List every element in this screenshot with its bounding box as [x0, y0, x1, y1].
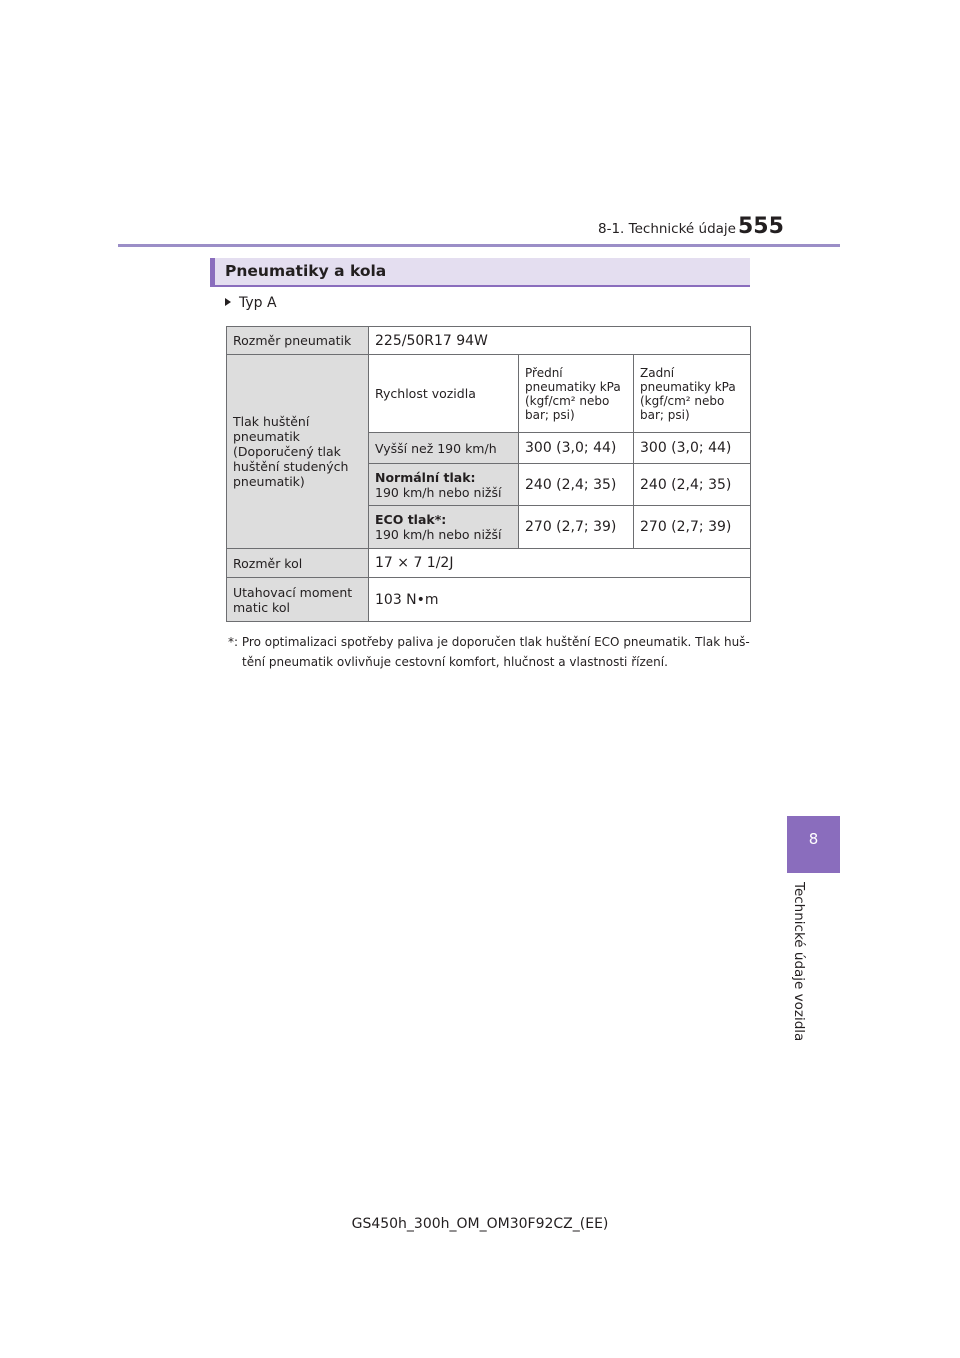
pressure-mode-label: Normální tlak:: [375, 469, 476, 485]
chapter-tab: [787, 816, 840, 873]
torque-label: Utahovací moment matic kol: [227, 578, 369, 622]
front-tires-header: Přední pneumatiky kPa (kgf/cm² nebo bar; psi): [519, 355, 634, 433]
variant-label: [225, 295, 277, 311]
footnote-line-1: [228, 632, 758, 652]
tire-size-value: 225/50R17 94W: [369, 327, 751, 355]
speed-text: 190 km/h nebo nižší: [375, 484, 502, 500]
rear-tires-header: Zadní pneumatiky kPa (kgf/cm² nebo bar; psi): [634, 355, 751, 433]
page-number: 555: [738, 214, 784, 239]
front-pressure-cell: 240 (2,4; 35): [519, 464, 634, 506]
table-row: [227, 327, 751, 355]
variant-text: Typ A: [239, 295, 277, 311]
pressure-label: Tlak huštění pneumatik (Doporučený tlak huštění studených pneumatik): [227, 355, 369, 549]
document-code: GS450h_300h_OM_OM30F92CZ_(EE): [351, 1216, 609, 1232]
rear-pressure-cell: 240 (2,4; 35): [634, 464, 751, 506]
pressure-mode-label: ECO tlak*:: [375, 512, 447, 527]
front-pressure-cell: 270 (2,7; 39): [519, 506, 634, 549]
front-pressure-cell: 300 (3,0; 44): [519, 433, 634, 464]
section-header: [210, 258, 750, 286]
speed-header: Rychlost vozidla: [369, 355, 519, 433]
footnote-line-2: tění pneumatik ovlivňuje cestovní komfort, hlučnost a vlastnosti řízení.: [242, 655, 668, 669]
arrow-right-icon: [225, 298, 231, 306]
table-row: [227, 549, 751, 578]
header-rule: [118, 244, 840, 247]
footnote: [228, 632, 758, 672]
chapter-number: 8: [808, 830, 819, 848]
table-row: [227, 355, 751, 433]
speed-text: 190 km/h nebo nižší: [375, 527, 502, 542]
speed-cell: [369, 464, 519, 506]
section-header-underline: [210, 285, 750, 287]
speed-cell: Vyšší než 190 km/h: [369, 433, 519, 464]
tire-size-label: Rozměr pneumatik: [227, 327, 369, 355]
running-header: 8-1. Technické údaje: [598, 221, 736, 237]
rear-pressure-cell: 270 (2,7; 39): [634, 506, 751, 549]
rear-pressure-cell: 300 (3,0; 44): [634, 433, 751, 464]
footnote-text-1: Pro optimalizaci spotřeby paliva je doporučen tlak huštění ECO pneumatik. Tlak huš-: [241, 635, 750, 649]
chapter-side-label: Technické údaje vozidla: [791, 882, 807, 1042]
footnote-marker: *:: [228, 635, 239, 649]
speed-cell: [369, 506, 519, 549]
torque-value: 103 N•m: [369, 578, 751, 622]
table-row: [227, 578, 751, 622]
section-title: Pneumatiky a kola: [225, 262, 387, 280]
tire-spec-table: [226, 326, 751, 622]
wheel-size-value: 17 × 7 1/2J: [369, 549, 751, 578]
wheel-size-label: Rozměr kol: [227, 549, 369, 578]
